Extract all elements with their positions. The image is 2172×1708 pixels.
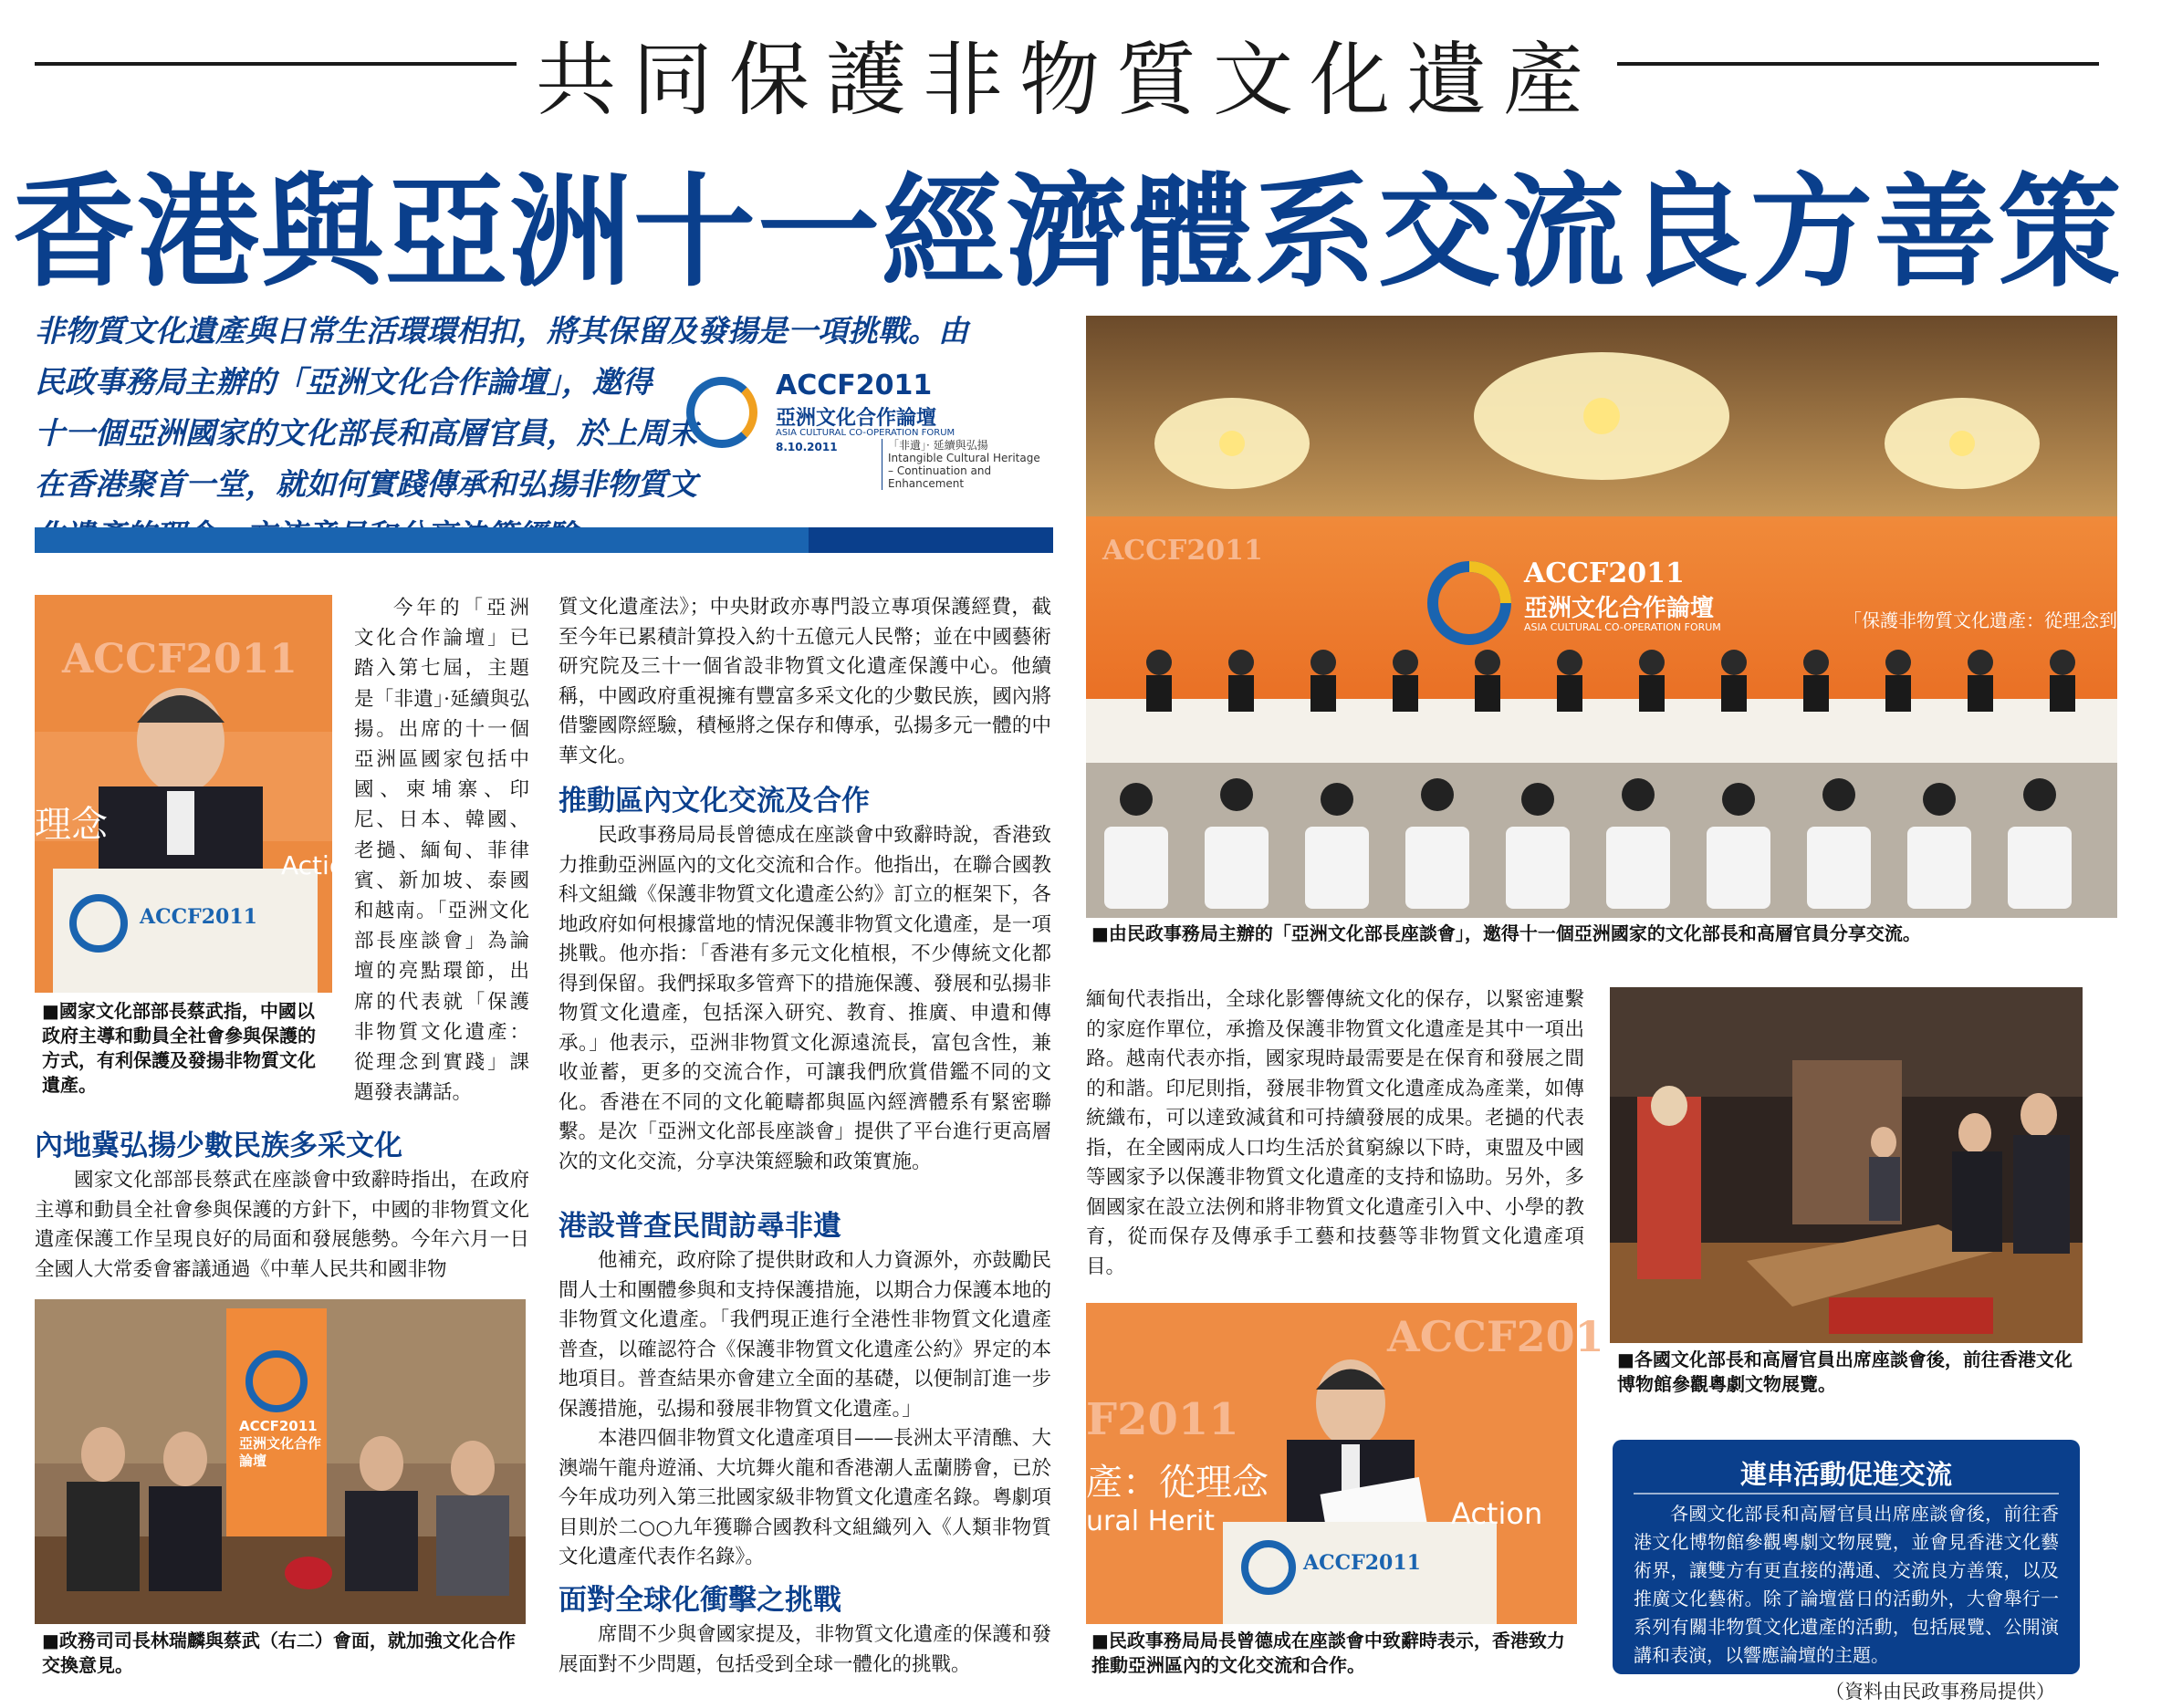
- col2-mid: [559, 821, 1051, 1177]
- events-box-title: 連串活動促進交流: [1739, 1459, 1952, 1490]
- backdrop-english: ASIA CULTURAL CO-OPERATION FORUM: [1524, 621, 1721, 633]
- section-bar: [35, 527, 1053, 553]
- bottom-left-caption: ■政務司司長林瑞麟與蔡武（右二）會面，就加強文化合作交換意見。: [42, 1630, 516, 1676]
- heading-hk-survey: 港設普查民間訪尋非遺: [559, 1210, 841, 1243]
- backdrop-accf-left-photo: ACCF2011: [62, 636, 298, 682]
- speaker-bg-2: F2011: [1086, 1394, 1239, 1445]
- logo-tag: [882, 439, 1043, 490]
- podium-accf: ACCF2011: [140, 905, 257, 929]
- col2-para0: 質文化遺產法》；中央財政亦專門設立專項保護經費，截至今年已累積計算投入約十五億元人民幣；並在中國藝術研究院及三十一個省設非物質文化遺產保護中心。他續稱，中國政府重視擁有豐富多采文化的少數民族，國內將借鑒國際經驗，積極將之保存和傳承，弘揚多元一體的中華文化。: [559, 596, 1051, 767]
- conference-photo: [1086, 316, 2172, 918]
- heading-globalization: 面對全球化衝擊之挑戰: [559, 1584, 841, 1617]
- speaker-bg-4: ural Herit: [1086, 1505, 1216, 1537]
- source-credit: （資料由民政事務局提供）: [1825, 1681, 2055, 1703]
- col2-para2b: 本港四個非物質文化遺產項目——長洲太平清醮、大澳端午龍舟遊涌、大坑舞火龍和香港潮人盂蘭勝會，已於今年成功列入第三批國家級非物質文化遺產名錄。粵劇項目則於二○○九年獲聯合國教科文組織列入《人類非物質文化遺產代表作名錄》。: [559, 1427, 1051, 1568]
- col3-para: 緬甸代表指出，全球化影響傳統文化的保存，以緊密連繫的家庭作單位，承擔及保護非物質文化遺產是其中一項出路。越南代表亦指，國家現時最需要是在保育和發展之間的和諧。印尼則指，發展非物質文化遺產成為產業，如傳統織布，可以達致減貧和可持續發展的成果。老撾的代表指，在全國兩成人口均生活於貧窮線以下時，東盟及中國等國家予以保護非物質文化遺產的支持和協助。另外，多個國家在設立法例和將非物質文化遺產引入中、小學的教育，從而保存及傳承手工藝和技藝等非物質文化遺產項目。: [1086, 988, 1584, 1278]
- col2-top: [559, 593, 1051, 771]
- backdrop-banner: 「保護非物質文化遺產：從理念到實踐」: [1843, 609, 2172, 631]
- logo-english: ASIA CULTURAL CO-OPERATION FORUM: [776, 428, 955, 438]
- col2-bottom: [559, 1620, 1051, 1680]
- col2-lower: [559, 1246, 1051, 1573]
- col1-para: 國家文化部部長蔡武在座談會中致辭時指出，在政府主導和動員全社會參與保護的方針下，中國的非物質文化遺產保護工作呈現良好的局面和發展態勢。今年六月一日全國人大常委會審議通過《中華人民共和國非物: [35, 1169, 529, 1281]
- speaker-bg-5: Action: [1451, 1496, 1543, 1531]
- logo-tag-cn: 「非遺」· 延續與弘揚: [888, 439, 988, 452]
- lede-line: 在香港聚首一堂，就如何實踐傳承和弘揚非物質文: [35, 466, 697, 502]
- accf-ring-icon: [686, 377, 757, 448]
- backdrop-accf-left: ACCF2011: [1102, 535, 1263, 567]
- backdrop-fragment-2: Actio: [281, 850, 345, 880]
- col1-intro: [354, 593, 529, 1108]
- backdrop-subtitle: 亞洲文化合作論壇: [1524, 595, 1715, 622]
- left-photo-caption: ■國家文化部部長蔡武指，中國以政府主導和動員全社會參與保護的方式，有利保護及發揚非物質文化遺產。: [42, 1000, 316, 1096]
- heading-regional-exchange: 推動區內文化交流及合作: [559, 785, 870, 818]
- col1-intro-text: 今年的「亞洲文化合作論壇」已踏入第七屆，主題是「非遺」·延續與弘揚。出席的十一個亞洲區國家包括中國、柬埔寨、印尼、日本、韓國、老撾、緬甸、菲律賓、新加坡、泰國和越南。「亞洲文化部長座談會」為論壇的亮點環節，出席的代表就「保護非物質文化遺產：從理念到實踐」課題發表講話。: [354, 597, 529, 1105]
- events-box-body: [1634, 1500, 2059, 1670]
- speaker-caption: ■民政事務局局長曾德成在座談會中致辭時表示，香港致力推動亞洲區內的文化交流和合作。: [1091, 1630, 1565, 1676]
- lede-line: 民政事務局主辦的「亞洲文化合作論壇」，邀得: [35, 364, 653, 400]
- headline: 香港與亞洲十一經濟體系交流良方善策: [12, 160, 2123, 304]
- accf-logo: [686, 370, 1042, 490]
- museum-caption: ■各國文化部長和高層官員出席座談會後，前往香港文化博物館參觀粵劇文物展覽。: [1617, 1349, 2073, 1395]
- backdrop-fragment-1: 理念: [35, 804, 108, 846]
- speaker-bg-1: ACCF201: [1387, 1312, 1604, 1361]
- logo-date: 8.10.2011: [776, 441, 838, 453]
- lede-line: 非物質文化遺產與日常生活環環相扣，將其保留及發揚是一項挑戰。由: [35, 313, 968, 349]
- col3-body: [1086, 985, 1584, 1282]
- col2-para3: 席間不少與會國家提及，非物質文化遺產的保護和發展面對不少問題，包括受到全球一體化的挑戰。: [559, 1623, 1051, 1676]
- backdrop-accf: ACCF2011: [1524, 557, 1685, 589]
- podium-accf-2: ACCF2011: [1303, 1551, 1421, 1575]
- events-box-rule: [1634, 1493, 2059, 1494]
- kicker-rule-right: [1617, 62, 2099, 66]
- kicker-rule-left: [35, 62, 517, 66]
- rollup-banner-text: ACCF2011 亞洲文化合作論壇: [239, 1418, 322, 1469]
- museum-photo: [1610, 987, 2083, 1343]
- logo-tag-en: Intangible Cultural Heritage – Continuation and Enhancement: [888, 452, 1040, 490]
- heading-minority-culture: 內地冀弘揚少數民族多采文化: [35, 1130, 402, 1162]
- speaker-bg-3: 產：從理念: [1086, 1462, 1269, 1504]
- museum-scene: [1610, 987, 2083, 1343]
- logo-subtitle: 亞洲文化合作論壇: [776, 407, 937, 430]
- col2-para1: 民政事務局局長曾德成在座談會中致辭時說，香港致力推動亞洲區內的文化交流和合作。他指出，在聯合國教科文組織《保護非物質文化遺產公約》訂立的框架下，各地政府如何根據當地的情況保護非物質文化遺產，是一項挑戰。他亦指：「香港有多元文化植根，不少傳統文化都得到保留。我們採取多管齊下的措施保護、發展和弘揚非物質文化遺產，包括深入研究、教育、推廣、申遺和傳承。」他表示，亞洲非物質文化源遠流長，富包含性，兼收並蓄，更多的交流合作，可讓我們欣賞借鑑不同的文化。香港在不同的文化範疇都與區內經濟體系有緊密聯繫。是次「亞洲文化部長座談會」提供了平台進行更高層次的文化交流，分享決策經驗和政策實施。: [559, 824, 1051, 1173]
- main-photo-caption: ■由民政事務局主辦的「亞洲文化部長座談會」，邀得十一個亞洲國家的文化部長和高層官員分享交流。: [1091, 922, 1921, 944]
- lede-line: 十一個亞洲國家的文化部長和高層官員，於上周末: [35, 415, 697, 451]
- tsang-photo: [1086, 1303, 1604, 1624]
- meeting-photo: [35, 1299, 526, 1624]
- col1-body: [35, 1166, 529, 1285]
- col2-para2a: 他補充，政府除了提供財政和人力資源外，亦鼓勵民間人士和團體參與和支持保護措施，以期合力保護本地的非物質文化遺產。「我們現正進行全港性非物質文化遺產普查，以確認符合《保護非物質文化遺產公約》界定的本地項目。普查結果亦會建立全面的基礎，以便制訂進一步保護措施，弘揚和發展非物質文化遺產。」: [559, 1249, 1051, 1421]
- events-box-text: 各國文化部長和高層官員出席座談會後，前往香港文化博物館參觀粵劇文物展覽，並會見香港文化藝術界，讓雙方有更直接的溝通、交流良方善策，以及推廣文化藝術。除了論壇當日的活動外，大會舉行一系列有關非物質文化遺產的活動，包括展覽、公開演講和表演，以響應論壇的主題。: [1634, 1503, 2059, 1666]
- kicker: 共同保護非物質文化遺產: [535, 33, 1600, 127]
- cai-wu-photo: [35, 595, 345, 993]
- logo-title: ACCF2011: [776, 370, 933, 401]
